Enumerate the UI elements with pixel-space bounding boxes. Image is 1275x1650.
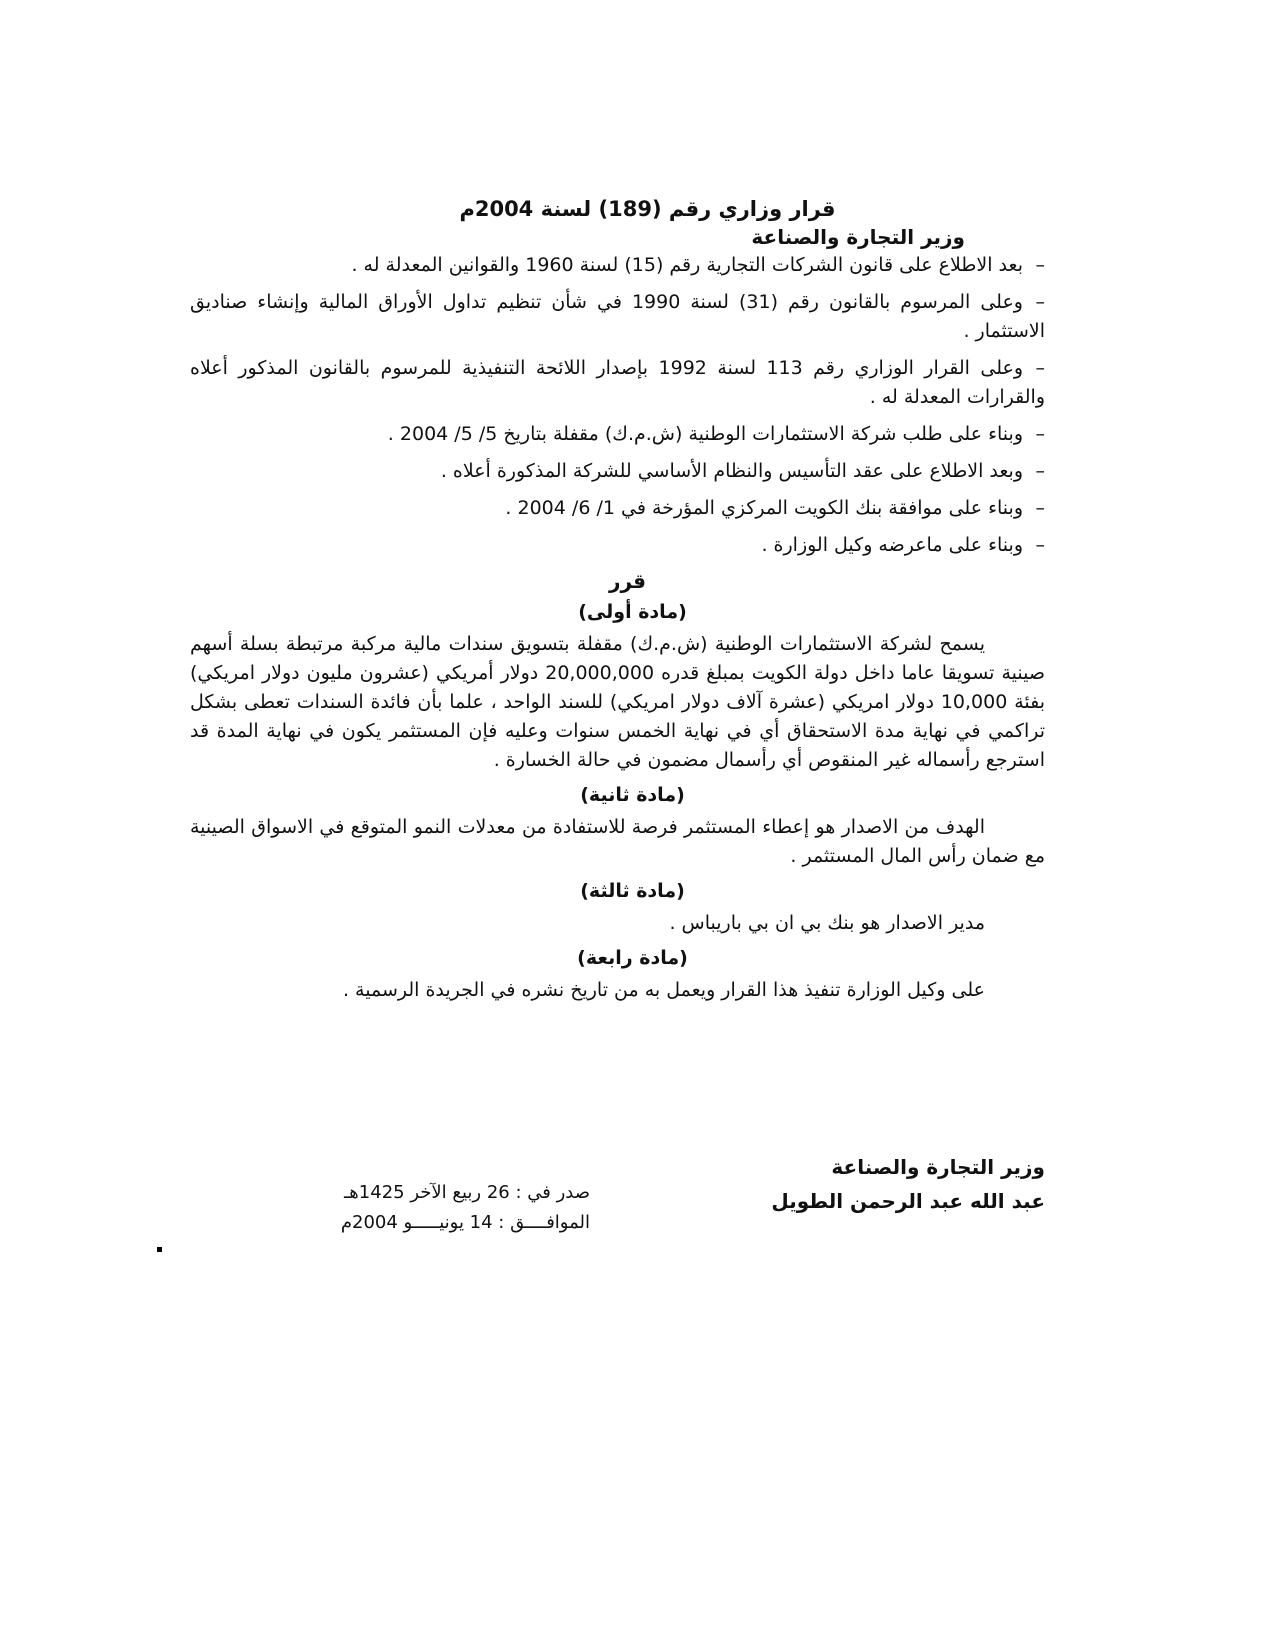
clause-text: بعد الاطلاع على قانون الشركات التجارية رقم (15) لسنة 1960 والقوانين المعدلة له . — [351, 254, 1023, 276]
issued-gregorian-date: الموافــــق : 14 يونيـــــو 2004م — [340, 1212, 590, 1233]
issuer-title: وزير التجارة والصناعة — [751, 225, 965, 249]
clause-text: وبعد الاطلاع على عقد التأسيس والنظام الأساسي للشركة المذكورة أعلاه . — [440, 460, 1023, 482]
article-text — [190, 813, 1045, 871]
article-text — [190, 630, 1045, 775]
clause-text: وبناء على موافقة بنك الكويت المركزي المؤرخة في 1/ 6/ 2004 . — [505, 497, 1023, 519]
preamble — [190, 251, 1045, 560]
decree-title: قرار وزاري رقم (189) لسنة 2004م — [459, 197, 836, 221]
dash-marker: – — [1035, 534, 1045, 556]
decree-document — [190, 195, 1045, 1011]
article-body: الهدف من الاصدار هو إعطاء المستثمر فرصة للاستفادة من معدلات النمو المتوقع في الاسواق الصينية مع ضمان رأس المال المستثمر . — [190, 816, 1045, 867]
dash-marker: – — [1035, 497, 1045, 519]
issued-hijri-date: صدر في : 26 ربيع الآخر 1425هـ — [344, 1182, 590, 1203]
dash-marker: – — [1035, 423, 1045, 445]
dash-marker: – — [1035, 291, 1045, 313]
article-1 — [190, 598, 1045, 775]
article-3 — [190, 877, 1045, 938]
article-2 — [190, 781, 1045, 871]
article-4 — [190, 944, 1045, 1005]
dash-marker: – — [1035, 357, 1045, 379]
article-heading: (مادة ثانية) — [580, 784, 685, 806]
minister-name: عبد الله عبد الرحمن الطويل — [771, 1189, 1045, 1213]
preamble-clause — [190, 251, 1045, 280]
minister-title: وزير التجارة والصناعة — [831, 1155, 1045, 1179]
dash-marker: – — [1035, 254, 1045, 276]
preamble-clause — [190, 494, 1045, 523]
decided-heading: قرر — [608, 569, 647, 593]
article-body: يسمح لشركة الاستثمارات الوطنية (ش.م.ك) مقفلة بتسويق سندات مالية مركبة مرتبطة بسلة أسهم صينية تسويقا عاما داخل دولة الكويت بمبلغ قدره 20,000,000 دولار أمريكي (عشرون مليون دولار امريكي) بفئة 10,000 دولار امريكي (عشرة آلاف دولار امريكي) للسند الواحد ، علما بأن فائدة السندات تعطى بشكل تراكمي في نهاية مدة الاستحقاق أي في نهاية الخمس سنوات وعليه فإن المستثمر يكون في نهاية المدة قد استرجع رأسماله غير المنقوص أي رأسمال مضمون في حالة الخسارة . — [190, 633, 1046, 771]
preamble-clause — [190, 354, 1045, 412]
article-heading: (مادة ثالثة) — [580, 880, 685, 902]
article-text — [190, 976, 1045, 1005]
clause-text: وبناء على طلب شركة الاستثمارات الوطنية (ش.م.ك) مقفلة بتاريخ 5/ 5/ 2004 . — [387, 423, 1023, 445]
scan-speck — [157, 1247, 162, 1252]
article-heading: (مادة أولى) — [578, 601, 687, 623]
article-body: مدير الاصدار هو بنك بي ان بي باريباس . — [669, 912, 985, 934]
minister-signature — [685, 1150, 1045, 1218]
preamble-clause — [190, 531, 1045, 560]
issue-dates — [190, 1178, 590, 1238]
preamble-clause — [190, 288, 1045, 346]
preamble-clause — [190, 420, 1045, 449]
clause-text: وعلى المرسوم بالقانون رقم (31) لسنة 1990 في شأن تنظيم تداول الأوراق المالية وإنشاء صناديق الاستثمار . — [190, 291, 1045, 342]
signature-block — [190, 1150, 1045, 1240]
clause-text: وبناء على ماعرضه وكيل الوزارة . — [761, 534, 1023, 556]
article-body: على وكيل الوزارة تنفيذ هذا القرار ويعمل به من تاريخ نشره في الجريدة الرسمية . — [342, 979, 985, 1001]
preamble-clause — [190, 457, 1045, 486]
dash-marker: – — [1035, 460, 1045, 482]
article-heading: (مادة رابعة) — [577, 947, 688, 969]
article-text — [190, 909, 1045, 938]
clause-text: وعلى القرار الوزاري رقم 113 لسنة 1992 بإصدار اللائحة التنفيذية للمرسوم بالقانون المذكور أعلاه والقرارات المعدلة له . — [190, 357, 1045, 408]
